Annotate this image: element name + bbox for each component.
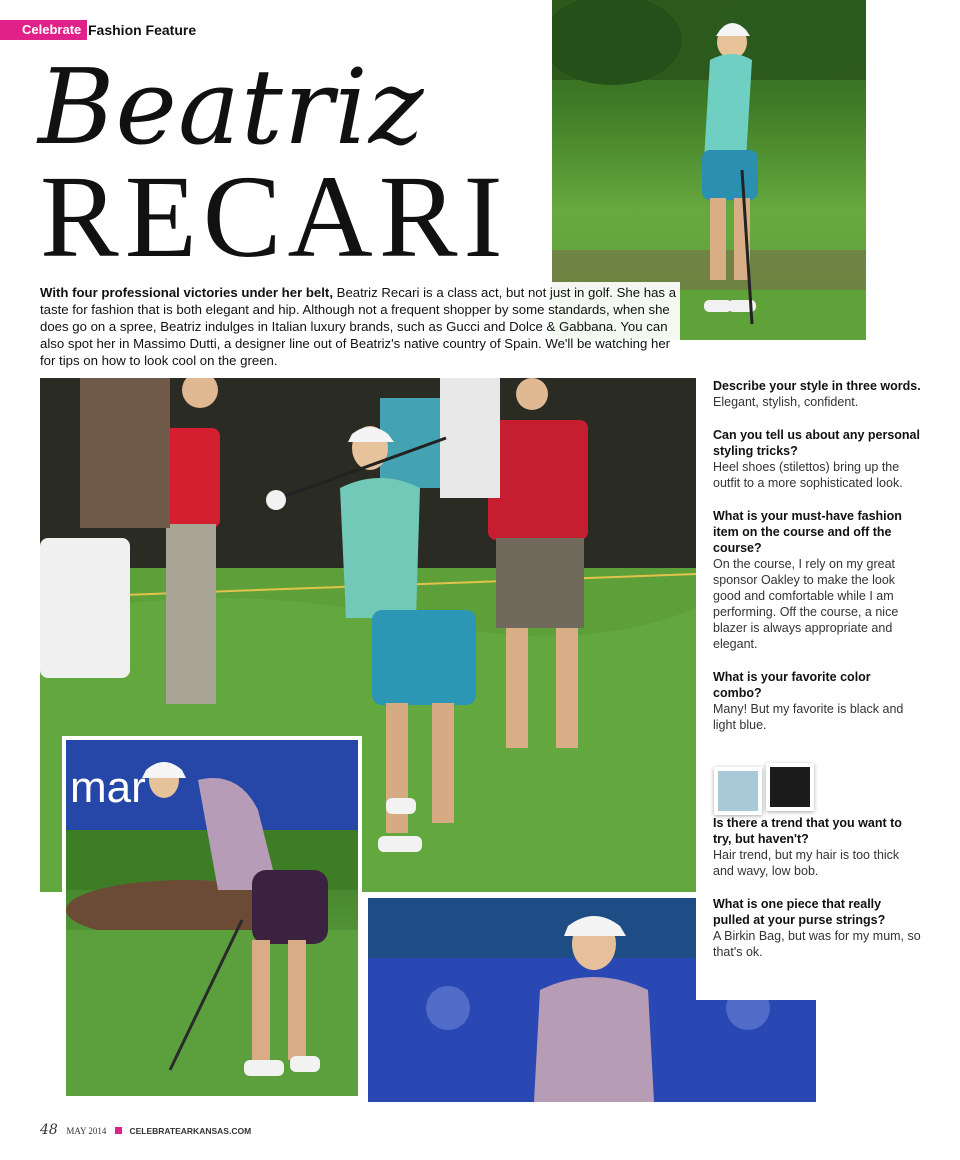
qa-panel xyxy=(696,362,926,1000)
section-tag: Celebrate xyxy=(0,20,87,40)
qa-question-1: Describe your style in three words. xyxy=(713,379,921,393)
color-swatch-light-blue xyxy=(714,767,762,815)
title-last-name: RECARI xyxy=(40,151,509,282)
qa-question-2: Can you tell us about any personal styling tricks? xyxy=(713,428,920,458)
footer-accent-square xyxy=(115,1127,122,1134)
sponsor-sign-text: mar xyxy=(70,763,146,812)
intro-lead: With four professional victories under her belt, xyxy=(40,285,333,300)
issue-date: MAY 2014 xyxy=(66,1126,107,1136)
intro-paragraph xyxy=(40,282,680,373)
qa-answer-3: On the course, I rely on my great sponsor Oakley to make the look good and comfortable while I am performing. Off the course, a nice blazer is always appropriate and elegant. xyxy=(713,557,899,651)
page-footer xyxy=(40,1120,251,1140)
section-subtitle: Fashion Feature xyxy=(88,22,197,38)
qa-answer-1: Elegant, stylish, confident. xyxy=(713,395,859,409)
photo-golfer-address-frame xyxy=(62,736,362,1100)
intro-body: Beatriz Recari is a class act, but not just in golf. She has a taste for fashion that is both elegant and hip. Although not a frequent shopper by some standards, when she does go on a spree, Beatriz indulges in Italian luxury brands, such as Gucci and Dolce & Gabbana. You can also spot her in Massimo Dutti, a designer line out of Beatriz's native country of Spain. We'll be watching her for tips on how to look cool on the green. xyxy=(40,285,677,368)
qa-answer-2: Heel shoes (stilettos) bring up the outfit to a more sophisticated look. xyxy=(713,460,903,490)
color-swatch-black xyxy=(766,763,814,811)
page-number: 48 xyxy=(40,1122,58,1138)
site-url: CELEBRATEARKANSAS.COM xyxy=(129,1126,252,1136)
qa-answer-5: Hair trend, but my hair is too thick and wavy, low bob. xyxy=(713,848,900,878)
title-first-name: Beatriz xyxy=(38,46,425,168)
photo-golfer-address xyxy=(66,740,358,1096)
qa-question-3: What is your must-have fashion item on the course and off the course? xyxy=(713,509,902,555)
qa-question-4: What is your favorite color combo? xyxy=(713,670,871,700)
qa-question-5: Is there a trend that you want to try, but haven't? xyxy=(713,816,902,846)
qa-question-6: What is one piece that really pulled at your purse strings? xyxy=(713,897,886,927)
qa-answer-4: Many! But my favorite is black and light blue. xyxy=(713,702,904,732)
photo-golfer-address-art xyxy=(66,740,358,1096)
qa-answer-6: A Birkin Bag, but was for my mum, so that's ok. xyxy=(713,929,921,959)
